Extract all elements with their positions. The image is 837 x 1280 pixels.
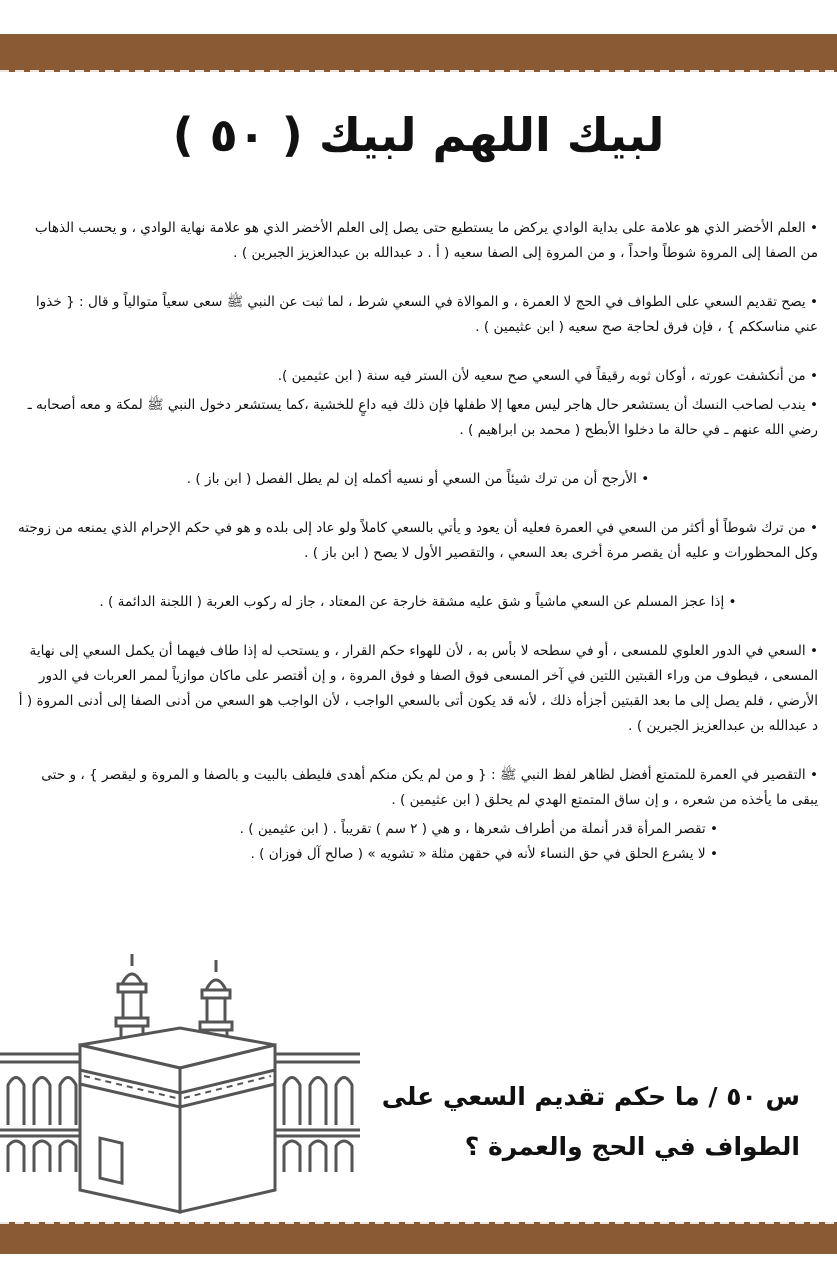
sub-point-women-hair: • تقصر المرأة قدر أنملة من أطراف شعرها ، و هي ( ٢ سم ) تقريباً . ( ابن عثيمين ) . <box>239 821 718 837</box>
top-decorative-band <box>0 34 837 72</box>
question-line-1: س ٥٠ / ما حكم تقديم السعي على <box>381 1082 800 1111</box>
question-box <box>360 1072 800 1172</box>
paragraph-taqsir: • التقصير في العمرة للمتمتع أفضل لظاهر لفظ النبي ﷺ : { و من لم يكن منكم أهدى فليطف بالبيت و بالصفا و المروة و ليقصر } ، و حتى يبقى ما يأخذه من شعره ، و إن ساق المتمتع الهدي لم يحلق ( ابن عثيمين ) . <box>41 767 818 808</box>
paragraph-missed-shawt: • من ترك شوطاً أو أكثر من السعي في العمرة فعليه أن يعود و يأتي بالسعي كاملاً ولو عاد إلى بلده و هو في حكم الإحرام الذي يمنعه من زوجته وكل المحظورات و عليه أن يقصر مرة أخرى بعد السعي ، والتقصير الأول لا يصح ( ابن باز ) . <box>17 520 818 561</box>
question-line-2: الطواف في الحج والعمرة ؟ <box>464 1132 800 1161</box>
sub-point-no-shaving: • لا يشرع الحلق في حق النساء لأنه في حقهن مثلة « تشويه » ( صالح آل فوزان ) . <box>250 846 718 862</box>
paragraph-wheelchair: • إذا عجز المسلم عن السعي ماشياً و شق عليه مشقة خارجة عن المعتاد ، جاز له ركوب العربة ( اللجنة الدائمة ) . <box>99 594 737 610</box>
paragraph-green-flag: • العلم الأخضر الذي هو علامة على بداية الوادي يركض ما يستطيع حتى يصل إلى العلم الأخضر الذي هو علامة نهاية الوادي ، و يحسب الذهاب من الصفا إلى المروة شوطاً واحداً ، و من المروة إلى الصفا سعيه ( أ . د عبدالله بن عبدالعزيز الجبرين ) . <box>34 220 818 261</box>
page-title: لبيك اللهم لبيك ( ٥٠ ) <box>172 108 665 162</box>
paragraph-upper-floor: • السعي في الدور العلوي للمسعى ، أو في سطحه لا بأس به ، لأن للهواء حكم القرار ، و يستحب له إذا طاف فيهما أن يكمل السعي إلى نهاية المسعى ، فيطوف من وراء القبتين اللتين في آخر المسعى فوق الصفا و فوق المروة ، و إن أقتصر على ماكان موازياً لممر العربات في الدور الأرضي ، فلم يصل إلى ما بعد القبتين أجزأه ذلك ، لأنه قد يكون أتى بالسعي الواجب ، لأن الواجب هو السعي من أدنى الصفا إلى أدنى المروة ( أ د عبدالله بن عبدالعزيز الجبرين ) . <box>18 643 818 734</box>
paragraph-forgotten-sai: • الأرجح أن من ترك شيئاً من السعي أو نسيه أكمله إن لم يطل الفصل ( ابن باز ) . <box>186 471 650 487</box>
paragraph-sai-before-tawaf: • يصح تقديم السعي على الطواف في الحج لا العمرة ، و الموالاة في السعي شرط ، لما ثبت عن النبي ﷺ سعى سعياً متوالياً و قال : { خذوا عني مناسككم } ، فإن فرق لحاجة صح سعيه ( ابن عثيمين ) . <box>35 294 818 335</box>
paragraph-hajar: • يندب لصاحب النسك أن يستشعر حال هاجر ليس معها إلا طفلها فإن ذلك فيه داعٍ للخشية ،كما يستشعر دخول النبي ﷺ لمكة و معه أصحابه ـ رضي الله عنهم ـ في حالة ما دخلوا الأبطح ( محمد بن ابراهيم ) . <box>27 397 818 438</box>
bottom-decorative-band <box>0 1222 837 1254</box>
kaaba-illustration <box>0 950 360 1220</box>
paragraph-awrah: • من أنكشفت عورته ، أوكان ثوبه رقيقاً في السعي صح سعيه لأن الستر فيه سنة ( ابن عثيمين ). <box>277 368 818 384</box>
kaaba-icon <box>80 1028 275 1212</box>
content-body <box>18 216 818 867</box>
